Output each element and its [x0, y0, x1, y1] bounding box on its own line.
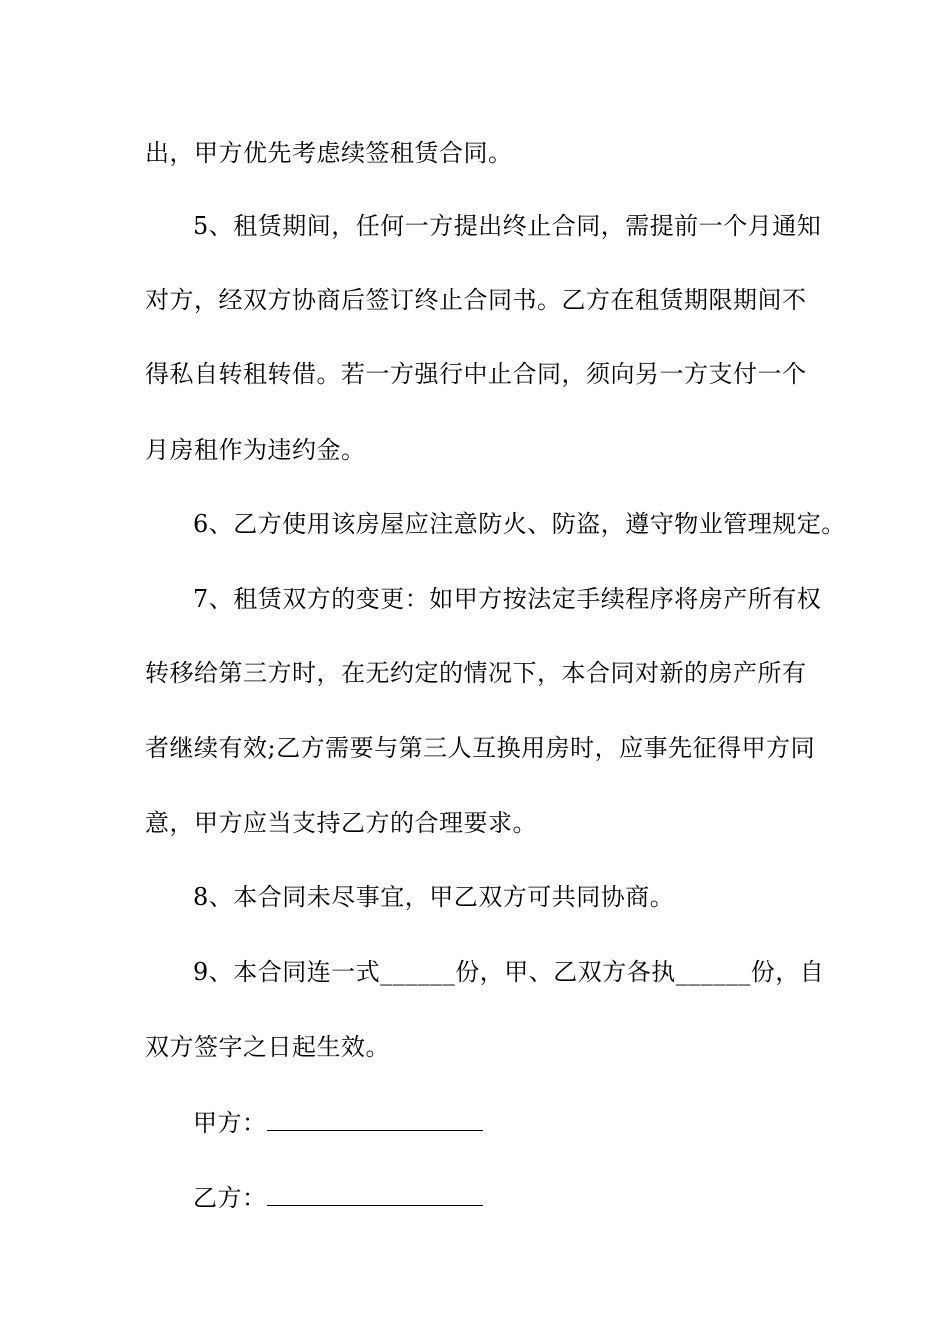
party-a-signature	[193, 1107, 483, 1139]
paragraph-line: 9、本合同连一式______份，甲、乙双方各执______份，自	[193, 958, 825, 986]
party-a-label: 甲方：	[193, 1109, 267, 1137]
party-a-signature-line	[267, 1108, 483, 1131]
paragraph-line: 转移给第三方时，在无约定的情况下，本合同对新的房产所有	[145, 659, 807, 687]
paragraph-line: 6、乙方使用该房屋应注意防火、防盗，遵守物业管理规定。	[193, 510, 846, 538]
paragraph-line: 5、租赁期间，任何一方提出终止合同，需提前一个月通知	[193, 212, 822, 240]
paragraph-line: 得私自转租转借。若一方强行中止合同，须向另一方支付一个	[145, 360, 807, 388]
paragraph-line: 出，甲方优先考虑续签租赁合同。	[145, 139, 513, 167]
paragraph-line: 8、本合同未尽事宜，甲乙双方可共同协商。	[193, 883, 675, 911]
party-b-label: 乙方：	[193, 1184, 267, 1212]
paragraph-line: 对方，经双方协商后签订终止合同书。乙方在租赁期限期间不	[145, 286, 807, 314]
party-b-signature-line	[267, 1183, 483, 1206]
paragraph-line: 双方签字之日起生效。	[145, 1033, 390, 1061]
paragraph-line: 月房租作为违约金。	[145, 436, 366, 464]
paragraph-line: 者继续有效;乙方需要与第三人互换用房时，应事先征得甲方同	[145, 734, 816, 762]
paragraph-line: 意，甲方应当支持乙方的合理要求。	[145, 809, 537, 837]
party-b-signature	[193, 1182, 483, 1214]
paragraph-line: 7、租赁双方的变更：如甲方按法定手续程序将房产所有权	[193, 585, 822, 613]
